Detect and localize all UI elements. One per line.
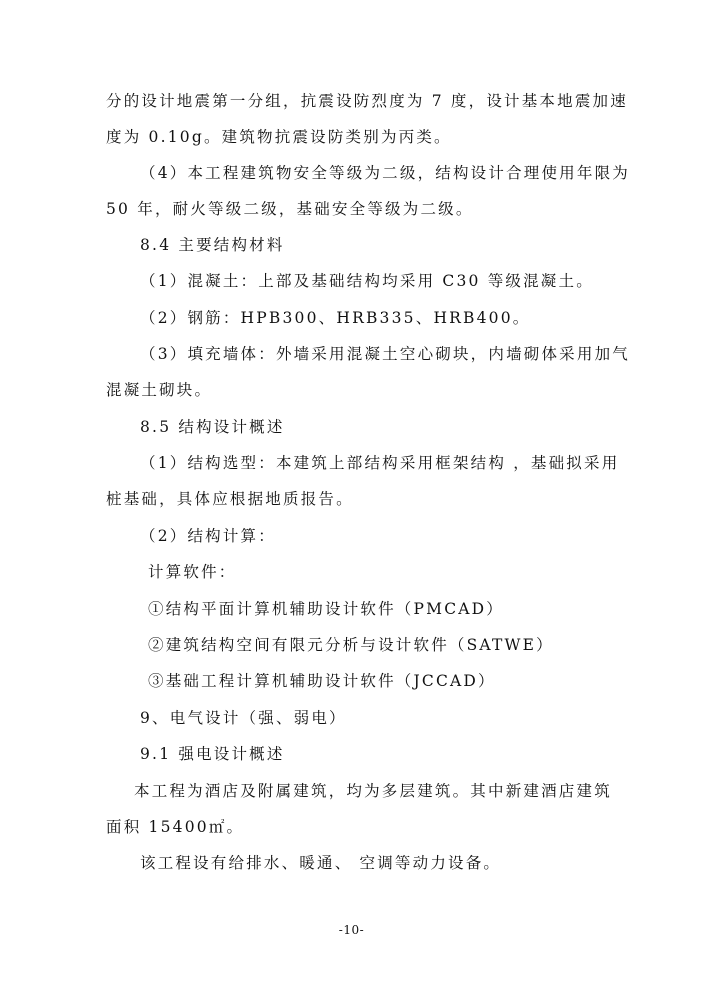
body-text-line: （2）结构计算：	[140, 527, 276, 545]
body-text-line: （4）本工程建筑物安全等级为二级，结构设计合理使用年限为	[140, 164, 630, 182]
list-item: ③基础工程计算机辅助设计软件（JCCAD）	[148, 672, 496, 690]
body-text-line: （2）钢筋：HPB300、HRB335、HRB400。	[140, 309, 531, 327]
body-text-line: 该工程设有给排水、暖通、 空调等动力设备。	[140, 854, 502, 872]
body-text-line: 本工程为酒店及附属建筑，均为多层建筑。其中新建酒店建筑	[134, 782, 612, 800]
body-text-line: （1）结构选型：本建筑上部结构采用框架结构 ，基础拟采用	[140, 454, 620, 472]
body-text-line: 计算软件：	[148, 563, 237, 581]
body-text-line: 度为 0.10g。建筑物抗震设防类别为丙类。	[106, 128, 452, 146]
page-number: -10-	[338, 923, 365, 937]
body-text-line: （3）填充墙体：外墙采用混凝土空心砌块，内墙砌体采用加气	[140, 345, 630, 363]
body-text-line: 分的设计地震第一分组，抗震设防烈度为 7 度，设计基本地震加速	[106, 92, 628, 110]
section-heading: 9.1 强电设计概述	[140, 745, 285, 763]
body-text-line: 混凝土砌块。	[106, 381, 213, 399]
body-text-line: 面积 15400㎡。	[106, 818, 245, 836]
section-heading: 9、电气设计（强、弱电）	[140, 709, 347, 727]
section-heading: 8.4 主要结构材料	[140, 236, 285, 254]
body-text-line: 桩基础，具体应根据地质报告。	[106, 490, 354, 508]
list-item: ②建筑结构空间有限元分析与设计软件（SATWE）	[148, 636, 554, 654]
body-text-line: （1）混凝土：上部及基础结构均采用 C30 等级混凝土。	[140, 272, 594, 290]
list-item: ①结构平面计算机辅助设计软件（PMCAD）	[148, 600, 504, 618]
body-text-line: 50 年，耐火等级二级，基础安全等级为二级。	[106, 200, 474, 218]
section-heading: 8.5 结构设计概述	[140, 418, 285, 436]
